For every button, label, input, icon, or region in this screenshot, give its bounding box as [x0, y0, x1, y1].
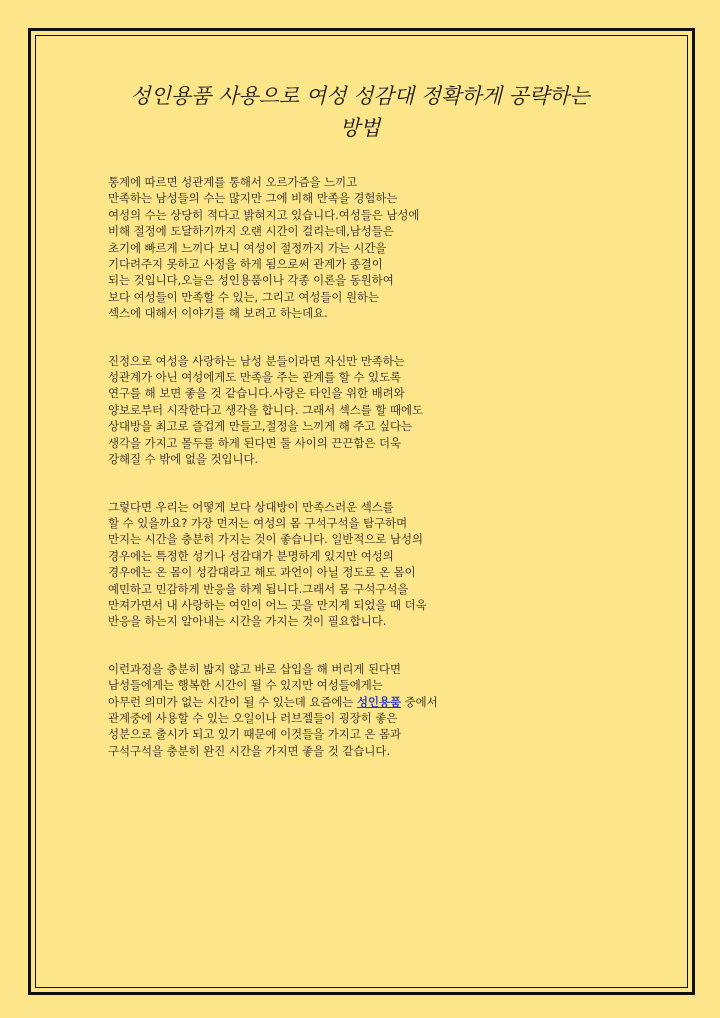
text-line: 만지는 시간을 충분히 가지는 것이 좋습니다. 일반적으로 남성의	[108, 532, 424, 547]
text-line: 이런과정을 충분히 밟지 않고 바로 삽입을 해 버리게 된다면	[108, 661, 402, 676]
text-line: 생각을 가지고 몰두를 하게 된다면 둘 사이의 끈끈함은 더욱	[108, 435, 402, 450]
text-line: 초기에 빠르게 느끼다 보니 여성이 절정까지 가는 시간을	[108, 240, 387, 255]
text-line: 기다려주지 못하고 사정을 하게 됨으로써 관계가 종결이	[108, 257, 383, 272]
text-line: 만져가면서 내 사랑하는 여인이 어느 곳을 만지게 되었을 때 더욱	[108, 597, 427, 612]
document-body	[108, 174, 588, 790]
title-line-2: 방법	[339, 116, 381, 140]
paragraph-2	[108, 353, 588, 468]
text-line: 그렇다면 우리는 어떻게 보다 상대방이 만족스러운 섹스를	[108, 499, 394, 514]
document-title	[90, 80, 630, 144]
text-line: 상대방을 최고로 즐겁게 만들고,절정을 느끼게 해 주고 싶다는	[108, 419, 413, 434]
text-line: 여성의 수는 상당히 적다고 밝혀지고 있습니다.여성들은 남성에	[108, 207, 420, 222]
text-line: 진정으로 여성을 사랑하는 남성 분들이라면 자신만 만족하는	[108, 353, 405, 368]
text-line: 경우에는 특정한 성기나 성감대가 분명하게 있지만 여성의	[108, 548, 394, 563]
text-line: 반응을 하는지 알아내는 시간을 가지는 것이 필요합니다.	[108, 614, 387, 629]
text-line: 성관계가 아닌 여성에게도 만족을 주는 관계를 할 수 있도록	[108, 370, 402, 385]
text-line: 관계중에 사용할 수 있는 오일이나 러브젤들이 굉장히 좋은	[108, 710, 398, 725]
link-line-suffix: 중에서	[401, 694, 438, 709]
text-line: 남성들에게는 행복한 시간이 될 수 있지만 여성들에게는	[108, 678, 383, 693]
text-line: 할 수 있을까요? 가장 먼저는 여성의 몸 구석구석을 탐구하며	[108, 515, 408, 530]
text-line: 통계에 따르면 성관계를 통해서 오르가즘을 느끼고	[108, 175, 358, 189]
text-line: 성분으로 출시가 되고 있기 때문에 이것들을 가지고 온 몸과	[108, 727, 402, 742]
text-line: 되는 것입니다,오늘은 성인용품이나 각종 이론을 동원하여	[108, 273, 394, 288]
title-line-1: 성인용품 사용으로 여성 성감대 정확하게 공략하는	[130, 84, 590, 108]
text-line: 섹스에 대해서 이야기를 해 보려고 하는데요.	[108, 306, 328, 321]
text-line: 양보로부터 시작한다고 생각을 합니다. 그래서 섹스를 할 때에도	[108, 402, 424, 417]
text-line: 비해 절정에 도달하기까지 오랜 시간이 걸리는데,남성들은	[108, 224, 394, 239]
text-line: 예민하고 민감하게 반응을 하게 됩니다.그래서 몸 구석구석을	[108, 581, 409, 596]
link-line-prefix: 아무런 의미가 없는 시간이 될 수 있는데 요즘에는	[108, 694, 358, 709]
text-line: 보다 여성들이 만족할 수 있는, 그리고 여성들이 원하는	[108, 289, 380, 304]
adult-products-link[interactable]: 성인용품	[357, 694, 402, 709]
paragraph-1	[108, 174, 588, 322]
text-line: 만족하는 남성들의 수는 많지만 그에 비해 만족을 경험하는	[108, 191, 398, 206]
text-line: 경우에는 온 몸이 성감대라고 해도 과언이 아닐 정도로 온 몸이	[108, 565, 416, 580]
text-line: 강해질 수 밖에 없을 것입니다.	[108, 452, 259, 467]
text-line-with-link	[108, 694, 588, 710]
text-line: 연구를 해 보면 좋을 것 같습니다.사랑은 타인을 위한 배려와	[108, 386, 405, 401]
paragraph-3	[108, 499, 588, 630]
text-line: 구석구석을 충분히 완진 시간을 가지면 좋을 것 같습니다.	[108, 743, 391, 758]
paragraph-4	[108, 661, 588, 759]
